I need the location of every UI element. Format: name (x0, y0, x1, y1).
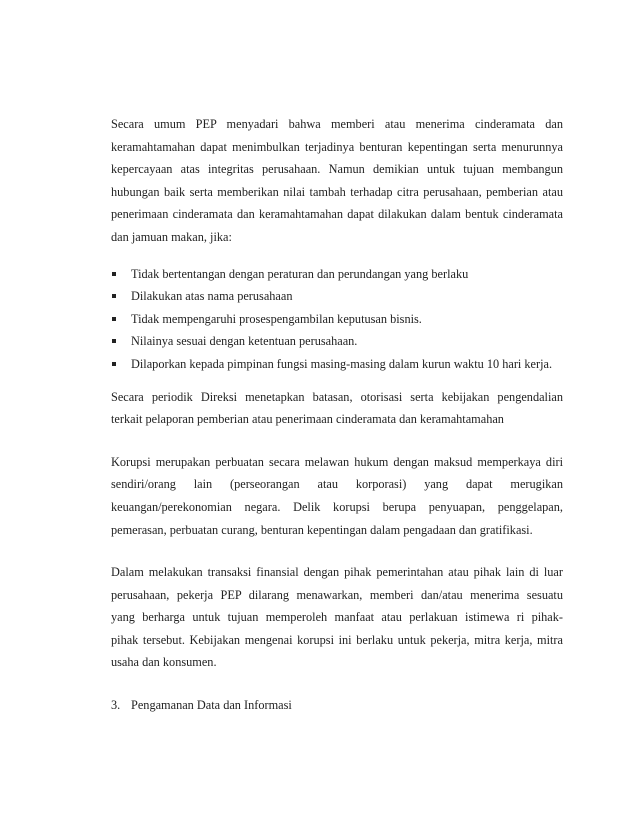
square-bullet-icon (112, 317, 116, 321)
list-item-text: Tidak bertentangan dengan peraturan dan perundangan yang berlaku (131, 266, 469, 281)
list-item (111, 285, 563, 308)
paragraph-line: keramahtamahan dapat menimbulkan terjadinya benturan kepentingan serta menurunnya (111, 139, 563, 154)
list-item-text: Dilakukan atas nama perusahaan (131, 289, 293, 304)
section-heading (111, 694, 563, 717)
section-heading-number: 3. (111, 698, 121, 713)
paragraph-line: Secara umum PEP menyadari bahwa memberi atau menerima cinderamata dan (111, 117, 563, 131)
paragraph-line: penerimaan cinderamata dan keramahtamahan dapat dilakukan dalam bentuk cinderamata (111, 207, 563, 222)
list-item (111, 308, 563, 331)
paragraph-line: Secara periodik Direksi menetapkan batasan, otorisasi serta kebijakan pengendalian (111, 389, 563, 404)
paragraph-line: Dalam melakukan transaksi finansial dengan pihak pemerintahan atau pihak lain di luar (111, 565, 563, 580)
paragraph-line: terkait pelaporan pemberian atau penerimaan cinderamata dan keramahtamahan (111, 412, 504, 427)
paragraph-line: Korupsi merupakan perbuatan secara melawan hukum dengan maksud memperkaya diri (111, 454, 563, 469)
conditions-bullet-list (111, 263, 563, 376)
paragraph-line: usaha dan konsumen. (111, 655, 217, 670)
paragraph-line: kepercayaan atas integritas perusahaan. Namun demikian untuk tujuan membangun (111, 162, 563, 177)
list-item-text: Dilaporkan kepada pimpinan fungsi masing-masing dalam kurun waktu 10 hari kerja. (131, 356, 553, 371)
square-bullet-icon (112, 294, 116, 298)
list-item-text: Nilainya sesuai dengan ketentuan perusahaan. (131, 334, 358, 349)
paragraph-line: dan jamuan makan, jika: (111, 229, 232, 244)
document-body (111, 113, 563, 717)
section-heading-title: Pengamanan Data dan Informasi (131, 698, 292, 713)
list-item (111, 263, 563, 286)
paragraph-line: pemerasan, perbuatan curang, benturan kepentingan dalam pengadaan dan gratifikasi. (111, 522, 533, 537)
paragraph-cinderamata-intro (111, 113, 563, 249)
paragraph-line: yang berharga untuk tujuan memperoleh manfaat atau perlakuan istimewa ri pihak- (111, 610, 563, 625)
paragraph-line: hubungan baik serta memberikan nilai tambah terhadap citra perusahaan, pemberian atau (111, 184, 563, 199)
square-bullet-icon (112, 272, 116, 276)
list-item (111, 353, 563, 376)
paragraph-direksi-policy (111, 386, 563, 431)
square-bullet-icon (112, 362, 116, 366)
paragraph-line: pihak tersebut. Kebijakan mengenai korupsi ini berlaku untuk pekerja, mitra kerja, mitra (111, 632, 563, 647)
square-bullet-icon (112, 339, 116, 343)
paragraph-financial-transactions (111, 561, 563, 674)
list-item-text: Tidak mempengaruhi prosespengambilan keputusan bisnis. (131, 311, 422, 326)
paragraph-line: sendiri/orang lain (perseorangan atau korporasi) yang dapat merugikan (111, 477, 563, 492)
paragraph-line: perusahaan, pekerja PEP dilarang menawarkan, memberi dan/atau menerima sesuatu (111, 587, 563, 602)
list-item (111, 330, 563, 353)
paragraph-korupsi-definition (111, 451, 563, 541)
paragraph-line: keuangan/perekonomian negara. Delik korupsi berupa penyuapan, penggelapan, (111, 499, 563, 514)
